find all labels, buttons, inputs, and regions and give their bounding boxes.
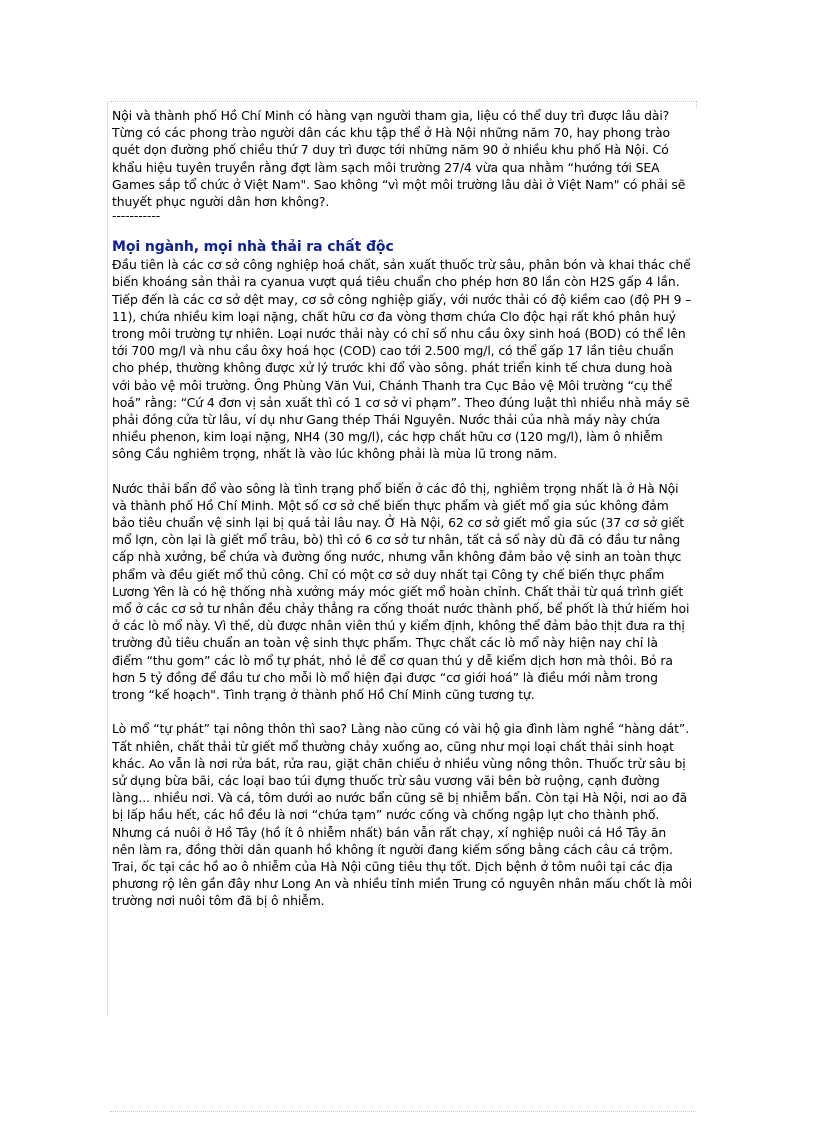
page-frame-top <box>110 101 696 102</box>
document-body <box>112 107 692 927</box>
page-frame-left <box>107 101 108 1016</box>
intro-paragraph: Nội và thành phố Hồ Chí Minh có hàng vạn người tham gia, liệu có thể duy trì được lâu dài? Từng có các phong trào người dân các khu tập thể ở Hà Nội những năm 70, hay phong trào quét dọn đường phố chiều thứ 7 duy trì được tới những năm 90 ở nhiều khu phố Hà Nội. Có khẩu hiệu tuyên truyền rằng đợt làm sạch môi trường 27/4 vừa qua nhằm “hướng tới SEA Games sắp tổ chức ở Việt Nam". Sao không “vì một môi trường lâu dài ở Việt Nam" có phải sẽ thuyết phục người dân hơn không?. <box>112 108 686 210</box>
section-heading: Mọi ngành, mọi nhà thải ra chất độc <box>112 239 394 256</box>
page-frame-right <box>696 101 697 109</box>
page-frame-bottom <box>110 1111 696 1112</box>
body-paragraph-1: Đầu tiên là các cơ sở công nghiệp hoá chất, sản xuất thuốc trừ sâu, phân bón và khai thác chế biến khoáng sản thải ra cyanua vượt quá tiêu chuẩn cho phép hơn 80 lần còn H2S gấp 4 lần. Tiếp đến là các cơ sở dệt may, cơ sở công nghiệp giấy, với nước thải có độ kiềm cao (độ PH 9 – 11), chứa nhiều kim loại nặng, chất hữu cơ đa vòng thơm chứa Clo độc hại rất khó phân huỷ trong môi trường tự nhiên. Loại nước thải này có chỉ số nhu cầu ôxy sinh hoá (BOD) có thể lên tới 700 mg/l và nhu cầu ôxy hoá học (COD) cao tới 2.500 mg/l, có thể gấp 17 lần tiêu chuẩn cho phép, thường không được xử lý trước khi đổ vào sông. phát triển kinh tế chưa dung hoà với bảo vệ môi trường. Ông Phùng Văn Vui, Chánh Thanh tra Cục Bảo vệ Môi trường “cụ thể hoá” rằng: “Cứ 4 đơn vị sản xuất thì có 1 cơ sở vi phạm”. Theo đúng luật thì nhiều nhà máy sẽ phải đóng cửa từ lâu, ví dụ như Gang thép Thái Nguyên. Nước thải của nhà máy này chứa nhiều phenon, kim loại nặng, NH4 (30 mg/l), các hợp chất hữu cơ (120 mg/l), làm ô nhiễm sông Cầu nghiêm trọng, nhất là vào lúc không phải là mùa lũ trong năm. <box>112 257 692 462</box>
body-paragraph-3: Lò mổ “tự phát” tại nông thôn thì sao? Làng nào cũng có vài hộ gia đình làm nghề “hàng dát”. Tất nhiên, chất thải từ giết mổ thường chảy xuống ao, cũng như mọi loại chất thải sinh hoạt khác. Ao vẫn là nơi rửa bát, rửa rau, giặt chăn chiếu ở nhiều vùng nông thôn. Thuốc trừ sâu bị sử dụng bừa bãi, các loại bao túi đựng thuốc trừ sâu vương vãi bên bờ ruộng, cạnh đường làng... nhiều nơi. Và cá, tôm dưới ao nước bẩn cũng sẽ bị nhiễm bẩn. Còn tại Hà Nội, nơi ao đã bị lấp hầu hết, các hồ đều là nơi “chứa tạm” nước cống và chống ngập lụt cho thành phố. Nhưng cá nuôi ở Hồ Tây (hồ ít ô nhiễm nhất) bán vẫn rất chạy, xí nghiệp nuôi cá Hồ Tây ăn nên làm ra, đồng thời dân quanh hồ không ít người đang kiếm sống bằng cách câu cá trộm. Trai, ốc tại các hồ ao ô nhiễm của Hà Nội cũng tiêu thụ tốt. Dịch bệnh ở tôm nuôi tại các địa phương rộ lên gần đây như Long An và nhiều tỉnh miền Trung có nguyên nhân mấu chốt là môi trường nơi nuôi tôm đã bị ô nhiễm. <box>112 721 693 909</box>
body-paragraph-2: Nước thải bẩn đổ vào sông là tình trạng phổ biến ở các đô thị, nghiêm trọng nhất là ở Hà Nội và thành phố Hồ Chí Minh. Một số cơ sở chế biến thực phẩm và giết mổ gia súc không đảm bảo tiêu chuẩn vệ sinh lại bị quá tải lâu nay. Ở Hà Nội, 62 cơ sở giết mổ gia súc (37 cơ sở giết mổ lợn, còn lại là giết mổ trâu, bò) thì có 6 cơ sở tư nhân, tất cả số này dù đã có đầu tư nâng cấp nhà xưởng, bể chứa và đường ống nước, nhưng vẫn không đảm bảo vệ sinh an toàn thực phẩm và đều giết mổ thủ công. Chỉ có một cơ sở duy nhất tại Công ty chế biến thực phẩm Lương Yên là có hệ thống nhà xưởng máy móc giết mổ hoàn chỉnh. Chất thải từ quá trình giết mổ ở các cơ sở tư nhân đều chảy thẳng ra cống thoát nước thành phố, bể phốt là thứ hiếm hoi ở các lò mổ này. Vì thế, dù được nhân viên thú y kiểm định, không thể đảm bảo thịt đưa ra thị trường đủ tiêu chuẩn an toàn vệ sinh thực phẩm. Thực chất các lò mổ này hiện nay chỉ là điểm “thu gom” các lò mổ tự phát, nhỏ lẻ để cơ quan thú y dễ kiểm dịch hơn mà thôi. Bỏ ra hơn 5 tỷ đồng để đầu tư cho mỗi lò mổ hiện đại được “cơ giới hoá” là điều mới nằm trong trong “kế hoạch". Tình trạng ở thành phố Hồ Chí Minh cũng tương tự. <box>112 480 690 703</box>
separator-line: ----------- <box>112 208 161 224</box>
